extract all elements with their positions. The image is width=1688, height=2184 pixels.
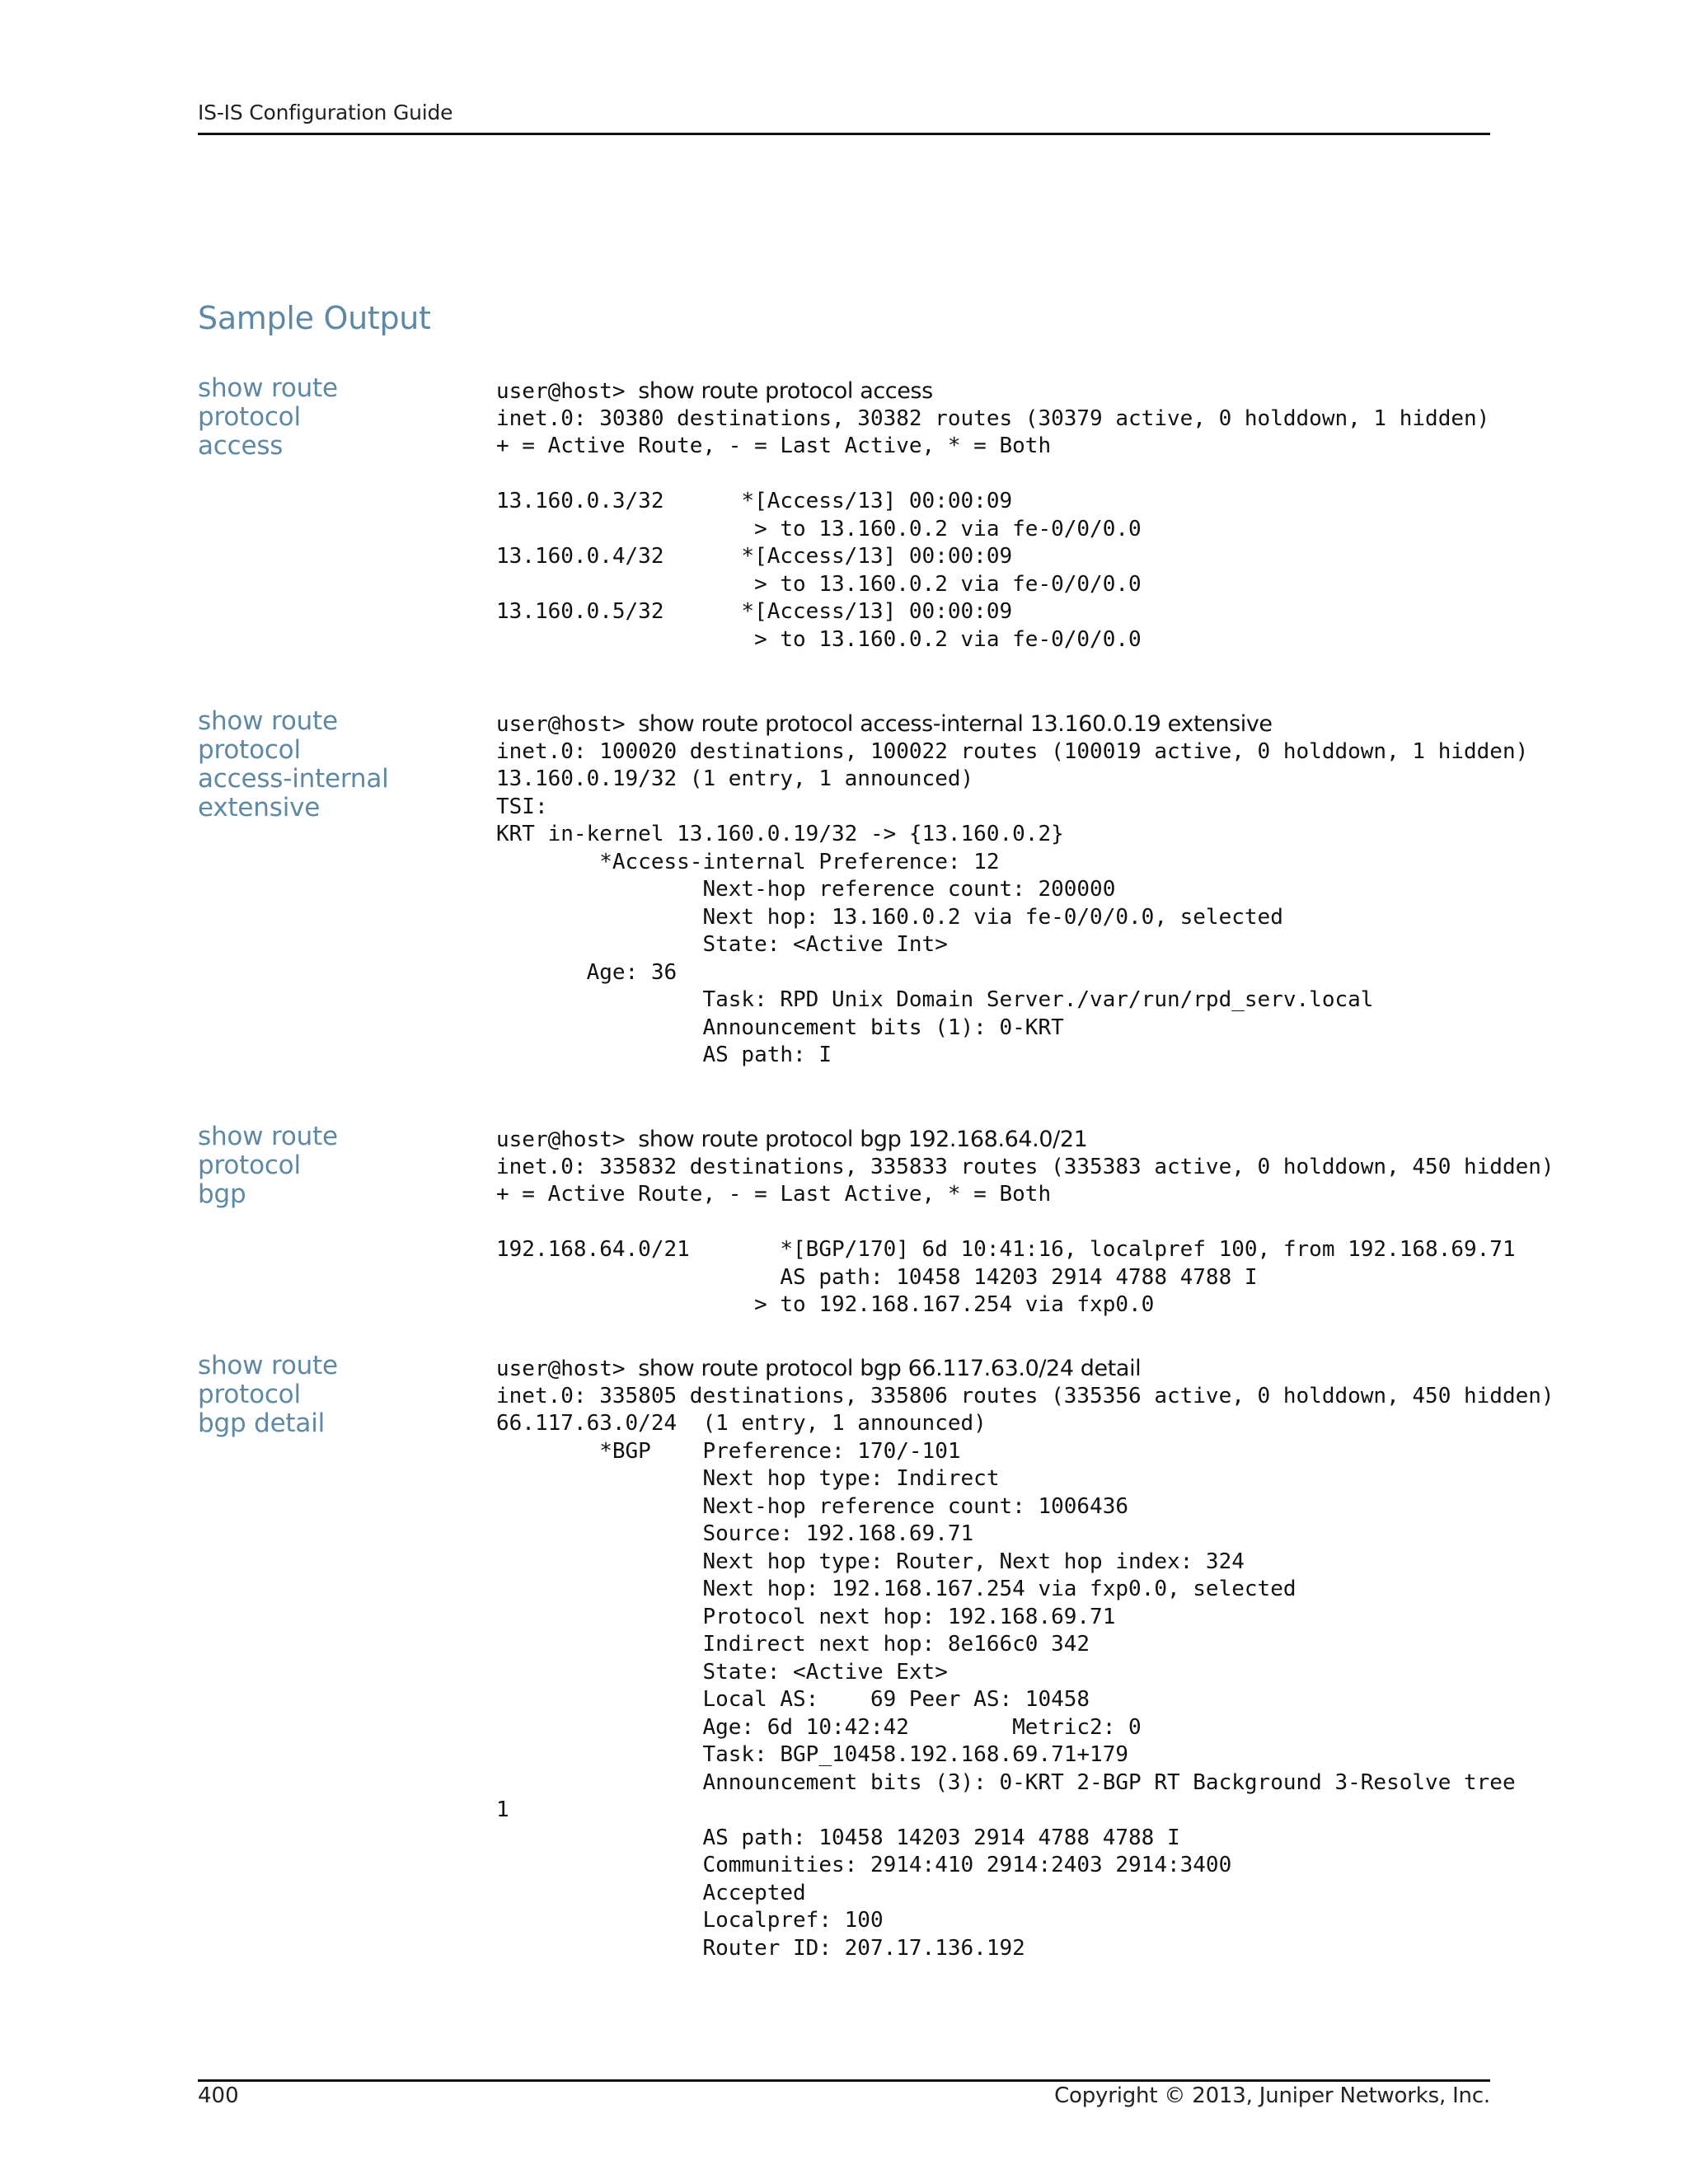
page-number: 400 (198, 2083, 239, 2108)
example-label-access: show route protocol access (198, 373, 338, 461)
cli-prompt: user@host> (496, 1127, 639, 1152)
command-output: inet.0: 335805 destinations, 335806 routes (335356 active, 0 holddown, 450 hidden) 66.117.63.0/24 (1 entry, 1 announced) *BGP Preference: 170/-101 Next hop type: Indirect Next-hop reference count: 1006436 Source: 192.168.69.71 Next hop type: Router, Next hop index: 324 Next hop: 192.168.167.254 via fxp0.0, selected Protocol next hop: 192.168.69.71 Indirect next hop: 8e166c0 342 State: <Active Ext> Local AS: 69 Peer AS: 10458 Age: 6d 10:42:42 Metric2: 0 Task: BGP_10458.192.168.69.71+179 Announcement bits (3): 0-KRT 2-BGP RT Background 3-Resolve tree 1 AS path: 10458 14203 2914 4788 4788 I Communities: 2914:410 2914:2403 2914:3400 Accepted Localpref: 100 Router ID: 207.17.136.192 (496, 1383, 1554, 1961)
command-output: inet.0: 100020 destinations, 100022 routes (100019 active, 0 holddown, 1 hidden) 13.160.0.19/32 (1 entry, 1 announced) TSI: KRT in-kernel 13.160.0.19/32 -> {13.160.0.2} *Access-internal Preference: 12 Next-hop reference count: 200000 Next hop: 13.160.0.2 via fe-0/0/0.0, selected State: <Active Int> Age: 36 Task: RPD Unix Domain Server./var/run/rpd_serv.local Announcement bits (1): 0-KRT AS path: I (496, 738, 1529, 1067)
running-header: IS-IS Configuration Guide (198, 101, 453, 124)
command-output: inet.0: 335832 destinations, 335833 routes (335383 active, 0 holddown, 450 hidden) + = Active Route, - = Last Active, * = Both 192.168.64.0/21 *[BGP/170] 6d 10:41:16, localpref 100, from 192.168.69.71 AS path: 10458 14203 2914 4788 4788 I > to 192.168.167.254 via fxp0.0 (496, 1154, 1554, 1317)
cli-prompt: user@host> (496, 1357, 639, 1381)
cli-command: show route protocol bgp 192.168.64.0/21 (638, 1127, 1088, 1152)
cli-command: show route protocol access (638, 378, 933, 404)
example-block-bgp-detail (496, 1355, 1554, 1962)
command-line (496, 710, 1528, 738)
command-line (496, 1355, 1554, 1383)
example-label-bgp: show route protocol bgp (198, 1122, 338, 1209)
example-block-access-internal (496, 710, 1528, 1070)
example-label-access-internal: show route protocol access-internal extensive (198, 706, 389, 823)
example-block-access (496, 377, 1489, 654)
cli-prompt: user@host> (496, 712, 639, 737)
command-line (496, 1126, 1554, 1154)
header-rule (198, 133, 1490, 135)
command-output: inet.0: 30380 destinations, 30382 routes (30379 active, 0 holddown, 1 hidden) + = Active Route, - = Last Active, * = Both 13.160.0.3/32 *[Access/13] 00:00:09 > to 13.160.0.2 via fe-0/0/0.0 13.160.0.4/32 *[Access/13] 00:00:09 > to 13.160.0.2 via fe-0/0/0.0 13.160.0.5/32 *[Access/13] 00:00:09 > to 13.160.0.2 via fe-0/0/0.0 (496, 405, 1490, 652)
cli-command: show route protocol access-internal 13.160.0.19 extensive (638, 711, 1273, 737)
footer-rule (198, 2079, 1490, 2082)
example-block-bgp (496, 1126, 1554, 1319)
copyright-notice: Copyright © 2013, Juniper Networks, Inc. (1054, 2083, 1490, 2108)
example-label-bgp-detail: show route protocol bgp detail (198, 1351, 338, 1438)
command-line (496, 377, 1489, 405)
section-title: Sample Output (198, 300, 431, 336)
cli-command: show route protocol bgp 66.117.63.0/24 detail (638, 1356, 1142, 1381)
cli-prompt: user@host> (496, 379, 639, 404)
